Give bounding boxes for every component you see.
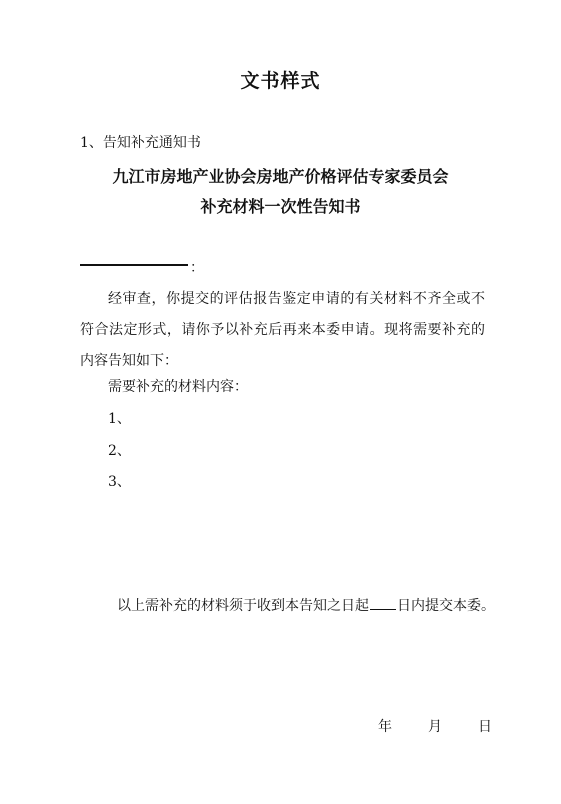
addressee-colon: ： — [190, 260, 204, 276]
required-materials-label: 需要补充的材料内容： — [108, 379, 248, 395]
addressee-blank — [80, 264, 188, 266]
deadline-sentence — [117, 595, 495, 615]
notice-heading-title: 补充材料一次性告知书 — [200, 197, 361, 216]
date-year-label: 年 — [378, 719, 392, 735]
date-month-label: 月 — [428, 719, 442, 735]
date-line — [378, 716, 492, 736]
notice-heading-organization: 九江市房地产业协会房地产价格评估专家委员会 — [112, 167, 449, 186]
list-item: 2、 — [108, 443, 131, 459]
list-item: 1、 — [108, 411, 131, 427]
addressee-line — [80, 257, 204, 277]
document-title: 文书样式 — [240, 70, 321, 92]
date-day-label: 日 — [478, 719, 492, 735]
list-item: 3、 — [108, 474, 131, 490]
review-paragraph: 经审查，你提交的评估报告鉴定申请的有关材料不齐全或不符合法定形式，请你予以补充后再来本委申请。现将需要补充的内容告知如下： — [80, 291, 485, 369]
days-blank — [370, 595, 396, 610]
section-label: 1、告知补充通知书 — [80, 135, 201, 151]
deadline-text-before: 以上需补充的材料须于收到本告知之日起 — [117, 598, 369, 614]
deadline-text-after: 日内提交本委。 — [397, 598, 495, 614]
